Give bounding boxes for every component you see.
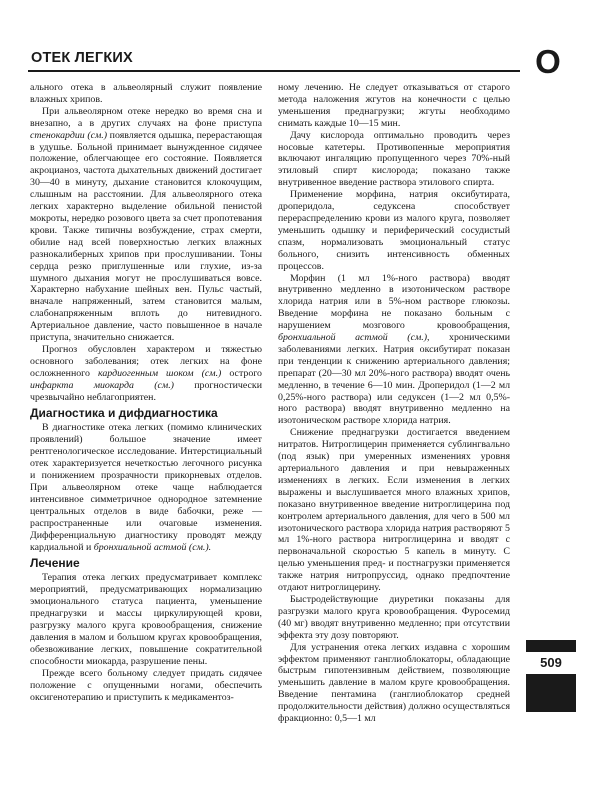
- paragraph: Терапия отека легких предусматривает комплекс мероприятий, предусматривающих нормализацию эмоционального статуса пациента, уменьшение преднагрузки и массы циркулирующей крови, разгрузку малого круга кровообращения, снижение давления в малом и большом кругах кровообращения, обезвоживание легких, повышение сократительной способности миокарда, разрушение пены.: [30, 572, 262, 667]
- paragraph: Снижение преднагрузки достигается введением нитратов. Нитроглицерин применяется сублингвально (под язык) при умеренных изменениях уровня артериального давления и при невыраженных изменениях в легких. Если изменения в легких выражены и выслушивается много влажных хрипов, показано внутривенное введение нитроглицерина под контролем артериального давления, для чего в 500 мл изотонического раствора хлорида натрия растворяют 5 мл 1%-ного раствора нитроглицерина и вводят с первоначальной скоростью 5 капель в минуту. С целью уменьшения пред- и постнагрузки применяется также натрия нитропруссид, однако предпочтение отдают нитроглицерину.: [278, 427, 510, 594]
- page-number: 509: [526, 652, 576, 674]
- section-letter: О: [535, 43, 561, 80]
- paragraph: ального отека в альвеолярный служит появление влажных хрипов.: [30, 82, 262, 105]
- paragraph: Дачу кислорода оптимально проводить через носовые катетеры. Противопенные мероприятия включают ингаляцию пропущенного через 70%-ный этиловый спирт кислорода; показано также внутривенное введение раствора этилового спирта.: [278, 129, 510, 189]
- right-column: [278, 82, 510, 725]
- paragraph: Применение морфина, натрия оксибутирата, дроперидола, седуксена способствует перераспределению крови из малого круга, позволяет уменьшить одышку и периферический сосудистый спазм, нормализовать эмоциональный статус больного, снизить интенсивность обменных процессов.: [278, 189, 510, 272]
- paragraph: Быстродействующие диуретики показаны для разгрузки малого круга кровообращения. Фуросемид (40 мг) вводят внутривенно медленно; при отсутствии эффекта эту дозу повторяют.: [278, 593, 510, 641]
- left-column: [30, 82, 262, 703]
- paragraph: Морфин (1 мл 1%-ного раствора) вводят внутривенно медленно в изотоническом растворе хлорида натрия или в 5%-ном растворе глюкозы. Введение морфина не показано больным с нарушением мозгового кровообращения, бронхиальной астмой (см.), хроническими заболеваниями легких. Натрия оксибутират показан при тенденции к снижению артериального давления; препарат (20—30 мл 20%-ного раствора) вводят очень медленно, в течение 6—10 мин. Дроперидол (1—2 мл 0,25%-ного раствора) или седуксен (1—2 мл 0,5%-ного раствора) вводят внутривенно медленно на изотоническом растворе хлорида натрия.: [278, 272, 511, 427]
- section-heading: Лечение: [30, 556, 80, 571]
- running-header: [28, 46, 520, 72]
- paragraph: Прежде всего больному следует придать сидячее положение с опущенными ногами, обеспечить оксигенотерапию и приступить к медикаментоз-: [30, 667, 262, 703]
- paragraph: При альвеолярном отеке нередко во время сна и внезапно, а в других случаях на фоне приступа стенокардии (см.) появляется одышка, перерастающая в удушье. Больной принимает вынужденное сидячее положение, облегчающее его состояние. Появляется акроцианоз, частота дыхательных движений достигает 30—40 в минуту, дыхание становится клокочущим, слышным на расстоянии. Для альвеолярного отека легких характерно выделение обильной пенистой мокроты, нередко розового цвета за счет пропотевания крови. Также типичны возбуждение, страх смерти, обилие над всей поверхностью легких влажных разнокалиберных хрипов при прослушивании. Тоны сердца резко приглушенные или глухие, из-за шумного дыхания могут не прослушиваться вовсе. Характерно набухание шейных вен. Пульс частый, вначале напряженный, затем становится малым, слабонапряженным вплоть до нитевидного. Артериальное давление, часто повышенное в начале приступа, значительно снижается.: [30, 105, 262, 344]
- section-heading: Диагностика и дифдиагностика: [30, 406, 218, 421]
- paragraph: ному лечению. Не следует отказываться от старого метода наложения жгутов на конечности с целью уменьшения преднагрузки; жгуты необходимо снимать каждые 10—15 мин.: [278, 82, 510, 129]
- paragraph: В диагностике отека легких (помимо клинических проявлений) большое значение имеет рентгенологическое исследование. Интерстициальный отек характеризуется нечеткостью легочного рисунка и понижением прозрачности прикорневых отделов. При альвеолярном отеке чаще наблюдается интенсивное симметричное однородное затемнение центральных отделов в виде бабочки, реже — распространенные или очаговые изменения. Дифференциальную диагностику проводят между кардиальной и бронхиальной астмой (см.).: [30, 422, 262, 553]
- page-title: ОТЕК ЛЕГКИХ: [31, 50, 133, 66]
- paragraph: Для устранения отека легких издавна с хорошим эффектом применяют ганглиоблокаторы, обладающие быстрым гипотензивным действием, позволяющие уменьшить давление в малом круге кровообращения. Введение пентамина (ганглиоблокатор средней продолжительности действия) должно осуществляться фракционно: 0,5—1 мл: [278, 641, 510, 725]
- paragraph: Прогноз обусловлен характером и тяжестью основного заболевания; отек легких на фоне осложненного кардиогенным шоком (см.) острого инфаркта миокарда (см.) прогностически чрезвычайно неблагоприятен.: [30, 343, 262, 403]
- page-number-tab: [526, 640, 576, 712]
